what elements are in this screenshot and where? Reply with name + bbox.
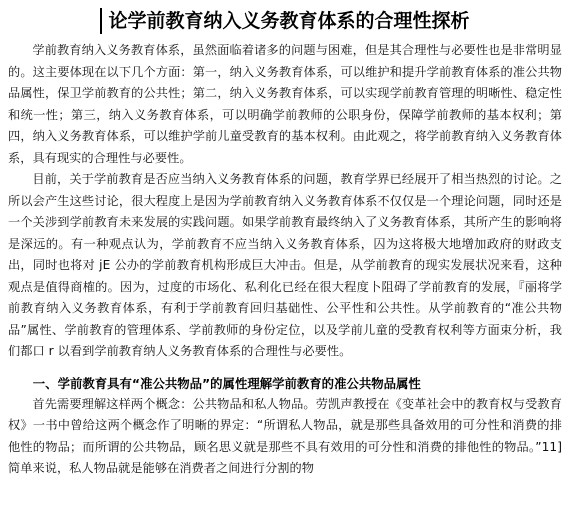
paragraph-public-goods: 首先需要理解这样两个概念：公共物品和私人物品。劳凯声教授在《变革社会中的教育权与受教育权》一书中曾给这两个概念作了明晰的界定：“所谓私人物品，就是那些具备效用的可分性和消费的排他性的物品；而所谓的公共物品，顾名思义就是那些不具有效用的可分性和消费的排他性的物品。”11]简单来说，私人物品就是能够在消费者之间进行分割的物	[8, 396, 562, 475]
section-spacer	[8, 363, 562, 373]
document-title: 论学前教育纳入义务教育体系的合理性探析	[100, 8, 469, 34]
section-heading: 一、学前教育具有“准公共物品”的属性理解学前教育的准公共物品属性	[32, 375, 421, 391]
paragraph-intro: 学前教育纳入义务教育体系，虽然面临着诸多的问题与困难，但是其合理性与必要性也是非常明显的。这主要体现在以下几个方面：第一，纳入义务教育体系，可以维护和提升学前教育体系的准公共物品属性，保卫学前教育的公共性；第二，纳入义务教育体系，可以实现学前教育管理的明晰性、稳定性和统一性；第三，纳入义务教育体系，可以明确学前教师的公职身份，保障学前教师的基本权利；第四，纳入义务教育体系，可以维护学前儿童受教育的基本权利。由此观之，将学前教育纳入义务教育体系，具有现实的合理性与必要性。	[8, 43, 562, 165]
paragraph-current-debate: 目前，关于学前教育是否应当纳入义务教育体系的问题，教育学界已经展开了相当热烈的讨论。之所以会产生这些讨论，很大程度上是因为学前教育纳入义务教育体系不仅仅是一个理论问题，同时还是一个关涉到学前教育未来发展的实践问题。如果学前教育最终纳入了义务教育体系，其所产生的影响将是深远的。有一种观点认为，学前教育不应当纳入义务教育体系，囚为这将极大地增加政府的财政支出，同时也将对 jE 公办的学前教育机构形成巨大冲击。但是，从学前教育的现实发展状况来看，这种观点是值得商榷的。因为，过度的市场化、私利化已经在很大程度卜阻碍了学前教育的发展，『丽将学前教育纳入义务教育体系，有利于学前教育回归基础性、公平性和公共性。从学前教育的“准公共物品”属性、学前教育的管理体系、学前教师的身份定位，以及学前儿童的受教育权利等方面束分析，我们都口 r 以看到学前教育纳人义务教育体系的合理性与必要性。	[8, 172, 562, 358]
title-container	[8, 8, 562, 34]
